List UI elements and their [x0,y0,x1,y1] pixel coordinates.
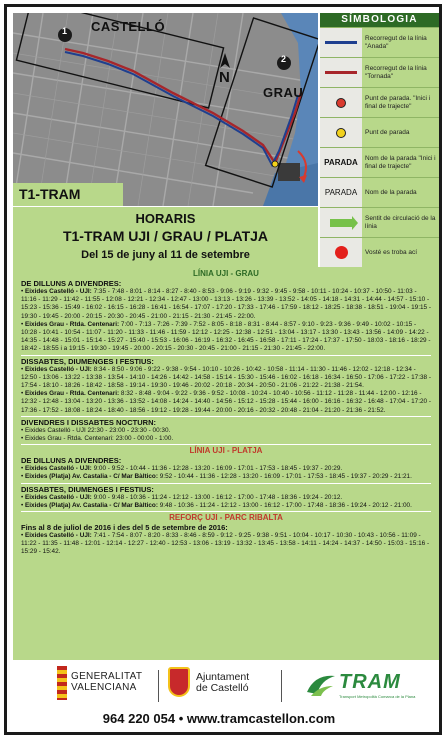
schedule-header [13,207,318,267]
website-link[interactable]: www.tramcastellon.com [186,711,336,726]
platja-wd-uji-times: • Eixides Castelló - UJI: 9:00 - 9:52 - 10:44 - 11:36 - 12:28 - 13:20 - 16:09 - 17:01 - 17:53 - 18:45 - 19:37 - 20:29. [21,465,343,473]
terminal-stop-icon [336,98,346,108]
stop-icon [336,128,346,138]
reforc-note: Fins al 8 de juliol de 2016 i des del 5 de setembre de 2016: [21,523,228,533]
legend-item-you-are-here: Vosté es troba ací [320,237,439,267]
wd-grau-times: • Eixides Grau - Rtda. Centenari: 7:00 - 7:13 - 7:26 - 7:39 - 7:52 - 8:05 - 8:18 - 8:31 - 8:44 - 8:57 - 9:10 - 9:23 - 9:36 - 9:49 - 10:02 - 10:15 - 10:28 - 10:41 - 10:54 - 11:07 - 11:20 - 11:33 - 11:46 - 11:59 - 12:12 - 12:25 - 12:38 - 12:51 - 13:04 - 13:17 - 13:30 - 13:43 - 13:56 - 14:09 - 14:22 - 14:35 - 14:48 - 15:01 - 15:14 - 15:27 - 15:40 - 15:53 - 16:06 - 16:19 - 16:32 - 16:45 - 16:58 - 17:11 - 17:24 - 17:37 - 17:50 - 18:03 - 18:16 - 18:29 - 18:42 - 18:55 i a 19:15 - 19:30 - 19:45 - 20:00 - 20:15 - 20:30 - 20:45 - 21:00 - 21:15 - 21:30 - 21:45 - 22:00. [21,320,431,353]
platja-weekday-title: DE DILLUNS A DIVENDRES: [21,456,122,466]
phone-number: 964 220 054 [102,711,176,726]
night-grau-times: • Eixides Grau - Rtda. Centenari: 23:00 - 00:00 - 1:00. [21,435,174,443]
ajuntament-logo: Ajuntament de Castelló [196,671,250,694]
schedule-heading: HORARIS [135,211,196,226]
route-map [13,13,318,206]
night-castello-times: • Eixides Castelló - UJI 22:30 - 23:00 - 23:30 - 00:30. [21,426,171,434]
schedule-body [13,267,439,660]
weekend-title: DISSABTES, DIUMENGES I FESTIUS: [21,356,154,366]
wd-castello-times: • Eixides Castelló - UJI: 7:35 - 7:48 - 8:01 - 8:14 - 8:27 - 8:40 - 8:53 - 9:06 - 9:19 - 9:32 - 9:45 - 9:58 - 10:11 - 10:24 - 10:37 - 10:50 - 11:03 - 11:16 - 11:29 - 11:42 - 11:55 - 12:08 - 12:21 - 12:34 - 12:47 - 13:00 - 13:13 - 13:26 - 13:39 - 13:52 - 14:05 - 14:18 - 14:31 - 14:44 - 14:57 - 15:10 - 15:23 - 15:36 - 15:49 - 16:02 - 16:15 - 16:28 - 16:41 - 16:54 - 17:07 - 17:20 - 17:33 - 17:46 - 17:59 - 18:12 - 18:25 - 18:38 - 18:51 - 19:04 - 19:15 - 19:30 - 19:45 - 20:00 - 20:15 - 20:30 - 20:45 - 21:00 - 21:15 - 21:30 - 21:45 - 22:00. [21,288,431,320]
legend-item-direction: Sentit de circulació de la línia [320,207,439,237]
legend-item-stop: Punt de parada [320,117,439,147]
platja-wd-platja-times: • Eixides (Platja) Av. Castalia - C/ Mar Bàltico: 9:52 - 10:44 - 11:36 - 12:28 - 13:20 - 16:09 - 17:01 - 17:53 - 18:45 - 19:37 - 20:29 - 21:21. [21,473,412,481]
platja-we-platja-times: • Eixides (Platja) Av. Castalia - C/ Mar Bàltico: 9:48 - 10:36 - 11:24 - 12:12 - 13:00 - 16:12 - 17:00 - 17:48 - 18:36 - 19:24 - 20:12 - 21:00. [21,501,412,509]
reforc-times: • Eixides Castelló - UJI: 7:41 - 7:54 - 8:07 - 8:20 - 8:33 - 8:46 - 8:59 - 9:12 - 9:25 - 9:38 - 9:51 - 10:04 - 10:17 - 10:30 - 10:43 - 10:56 - 11:09 - 11:22 - 11:35 - 11:48 - 12:01 - 12:14 - 12:27 - 12:40 - 12:53 - 13:06 - 13:19 - 13:32 - 13:45 - 13:58 - 14:11 - 14:24 - 14:37 - 14:50 - 15:03 - 15:16 - 15:29 - 15:42. [21,532,430,556]
weekday-title: DE DILLUNS A DIVENDRES: [21,279,122,288]
generalitat-flag-icon [57,666,67,700]
castello-crest-icon [168,667,190,697]
legend-item-terminal-stop: Punt de parada. "Inici i final de trajecte" [320,87,439,117]
parada-bold-icon: PARADA [324,158,358,167]
line-uji-grau-title: LÍNIA UJI - GRAU [193,269,259,278]
legend-title: SÍMBOLOGIA [320,13,439,27]
generalitat-logo: GENERALITAT VALENCIANA [71,671,143,693]
line-uji-platja-title: LÍNIA UJI - PLATJA [189,446,263,456]
schedule-dates: Del 15 de juny al 11 de setembre [81,249,250,261]
tram-logo: TRAM Transport Metropolità Comarca de la Plana [305,670,425,700]
contact-bar: 964 220 054 • www.tramcastellon.com [102,711,336,726]
reforc-title: REFORÇ UJI - PARC RIBALTA [169,513,283,523]
map-streets [13,13,318,206]
legend-item-parada-bold: PARADA Nom de la parada "Inici i final de trajecte" [320,147,439,177]
map-label-castello: CASTELLÓ [91,19,166,34]
marker-1-label: 1 [62,26,68,36]
footer-logos [13,662,439,714]
schedule-subheading: T1-TRAM UJI / GRAU / PLATJA [62,228,269,244]
north-indicator: N [219,69,231,86]
legend-item-anada: Recorregut de la línia "Anada" [320,27,439,57]
timetable-sheet [4,4,442,735]
line-tag: T1-TRAM [13,183,123,206]
we-grau-times: • Eixides Grau - Rtda. Centenari: 8:32 - 8:48 - 9:04 - 9:22 - 9:36 - 9:52 - 10:08 - 10:24 - 10:40 - 10:56 - 11:12 - 11:28 - 11:44 - 12:00 - 12:16 - 12:32 - 12:48 - 13:04 - 13:20 - 13:36 - 13:52 - 14:08 - 14:24 - 14:40 - 14:56 - 15:12 - 15:28 - 15:44 - 16:00 - 16:16 - 16:32 - 16:48 - 17:04 - 17:20 - 17:36 - 17:52 - 18:08 - 18:24 - 18:40 - 18:56 - 19:12 - 19:28 - 19:44 - 20:00 - 20:16 - 20:32 - 20:48 - 21:04 - 21:20 - 21:36 - 21:52. [21,390,431,414]
tram-swoosh-icon [305,672,337,698]
we-castello-times: • Eixides Castelló - UJI: 8:34 - 8:50 - 9:06 - 9:22 - 9:38 - 9:54 - 10:10 - 10:26 - 10:42 - 10:58 - 11:14 - 11:30 - 11:46 - 12:02 - 12:18 - 12:34 - 12:50 - 13:06 - 13:22 - 13:38 - 13:54 - 14:10 - 14:26 - 14:42 - 14:58 - 15:14 - 15:30 - 15:46 - 16:02 - 16:18 - 16:34 - 16:50 - 17:06 - 17:22 - 17:38 - 17:54 - 18:10 - 18:26 - 18:42 - 18:58 - 19:14 - 19:30 - 19:46 - 20:02 - 20:18 - 20:34 - 20:50 - 21:06 - 21:22 - 21:38 - 21:54. [21,365,431,390]
red-line-icon [325,71,357,74]
platja-weekend-title: DISSABTES, DIUMENGES I FESTIUS: [21,484,154,494]
legend-item-parada: PARADA Nom de la parada [320,177,439,207]
night-title: DIVENDRES I DISSABTES NOCTURN: [21,417,157,427]
parada-icon: PARADA [324,188,358,197]
schedule [13,207,439,660]
marker-2-label: 2 [281,54,287,64]
blue-line-icon [325,41,357,44]
legend-item-tornada: Recorregut de la línia "Tornada" [320,57,439,87]
map-label-grau: GRAU [263,85,304,100]
platja-we-uji-times: • Eixides Castelló - UJI: 9:00 - 9:48 - 10:36 - 11:24 - 12:12 - 13:00 - 16:12 - 17:00 - 17:48 - 18:36 - 19:24 - 20:12. [21,493,343,501]
